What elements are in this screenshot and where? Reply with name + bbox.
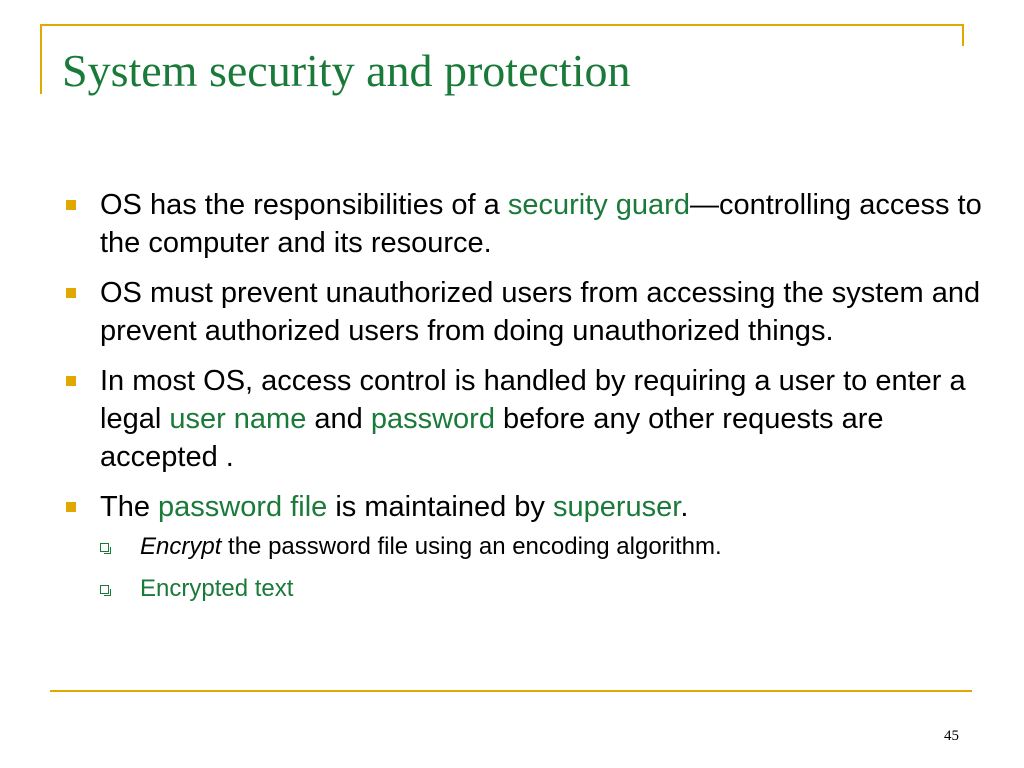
page-number: 45 (944, 728, 959, 744)
top-border-line (40, 24, 964, 26)
bullet-text: . (680, 491, 689, 523)
bullet-text: OS must prevent unauthorized users from accessing the system and prevent authorized users from doing unauthorized things. (100, 277, 981, 347)
bullet-text: is maintained by (327, 491, 553, 523)
bullet-text: —controlling access to the computer and its resource. (100, 189, 982, 259)
bullet-text: The (100, 491, 159, 523)
bullet-item (62, 488, 982, 604)
sub-bullet-item (100, 574, 982, 604)
slide-title: System security and protection (62, 45, 631, 96)
footer-divider (50, 690, 972, 692)
right-border-line (962, 24, 964, 46)
sub-bullet-text: the password file using an encoding algorithm. (221, 533, 722, 560)
sub-bullet-item (100, 532, 982, 562)
checkbox-bullet-icon (100, 585, 109, 594)
bullet-text: before any other requests are accepted . (100, 403, 884, 473)
emphasized-term: Encrypt (140, 533, 222, 560)
highlighted-term: password (370, 403, 495, 435)
square-bullet-icon (66, 376, 76, 386)
highlighted-term: security guard (507, 189, 690, 221)
checkbox-bullet-icon (100, 543, 109, 552)
bullet-text: OS has the responsibilities of a (100, 189, 508, 221)
bullet-item (62, 362, 982, 476)
sub-bullet-list (100, 532, 982, 604)
left-border-line (40, 24, 42, 94)
highlighted-term: superuser (552, 491, 681, 523)
highlighted-term: password file (158, 491, 328, 523)
square-bullet-icon (66, 200, 76, 210)
bullet-item (62, 274, 982, 350)
square-bullet-icon (66, 502, 76, 512)
square-bullet-icon (66, 288, 76, 298)
bullet-list (62, 186, 982, 616)
highlighted-term: user name (169, 403, 307, 435)
bullet-text: In most OS, access control is handled by requiring a user to enter a legal (100, 365, 966, 435)
bullet-item (62, 186, 982, 262)
bullet-text: and (306, 403, 371, 435)
highlighted-term: Encrypted text (140, 575, 294, 602)
